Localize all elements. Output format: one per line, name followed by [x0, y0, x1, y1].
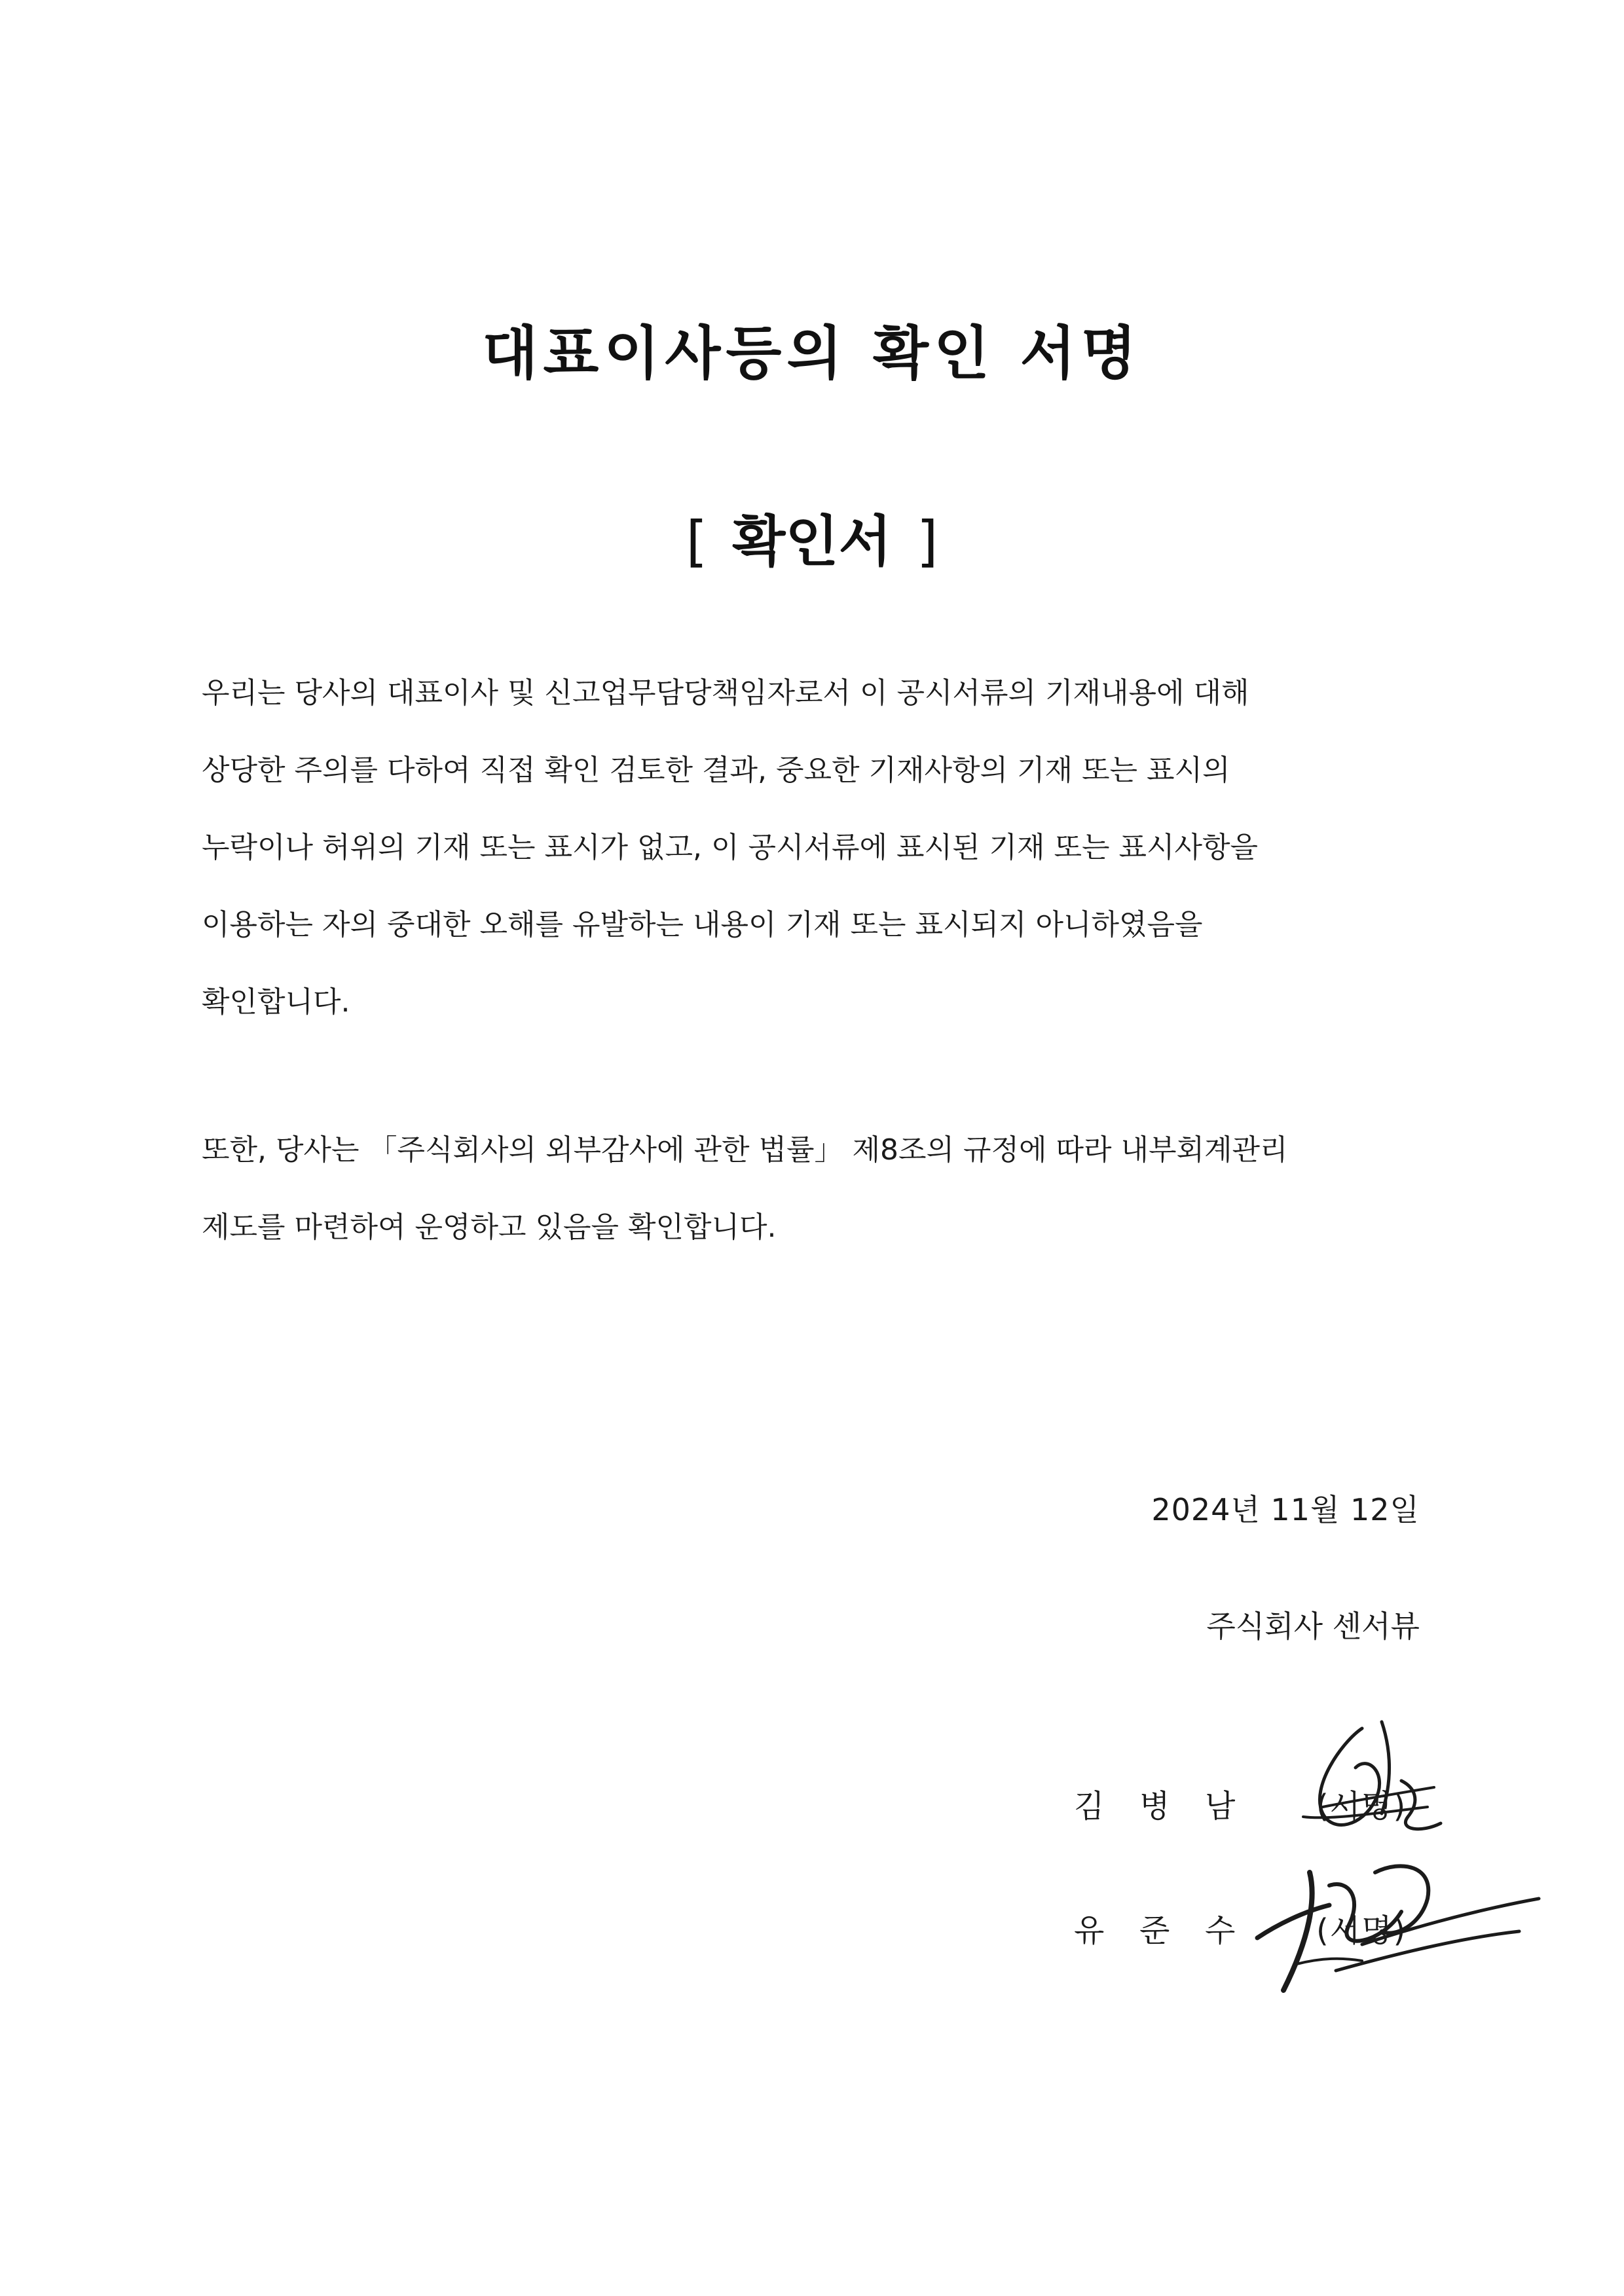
paragraph-line: 우리는 당사의 대표이사 및 신고업무담당책임자로서 이 공시서류의 기재내용에 대해: [202, 676, 1249, 710]
subtitle-text: 확인서: [732, 509, 892, 574]
internal-control-paragraph: [202, 1112, 1446, 1266]
company-name: 주식회사 센서뷰: [1206, 1609, 1420, 1644]
document-date: 2024년 11월 12일: [1151, 1492, 1420, 1527]
subtitle-close-bracket: ]: [916, 509, 938, 574]
subtitle-open-bracket: [: [686, 509, 708, 574]
paragraph-line: 상당한 주의를 다하여 직접 확인 검토한 결과, 중요한 기재사항의 기재 또는 표시의: [202, 754, 1230, 787]
signer-name: 김 병 남: [1074, 1788, 1236, 1825]
paragraph-line: 이용하는 자의 중대한 오해를 유발하는 내용이 기재 또는 표시되지 아니하였음을: [202, 908, 1203, 941]
document-subtitle: [0, 498, 1624, 577]
paragraph-line: 제도를 마련하여 운영하고 있음을 확인합니다.: [202, 1211, 777, 1244]
signature-mark-label: (서명): [1316, 1912, 1407, 1949]
signature-mark-label: (서명): [1316, 1788, 1407, 1825]
document-title: 대표이사등의 확인 서명: [482, 319, 1142, 387]
paragraph-line: 또한, 당사는 「주식회사의 외부감사에 관한 법률」 제8조의 규정에 따라 내부회계관리: [202, 1133, 1288, 1167]
signer-name: 유 준 수: [1074, 1912, 1236, 1949]
paragraph-line: 누락이나 허위의 기재 또는 표시가 없고, 이 공시서류에 표시된 기재 또는 표시사항을: [202, 831, 1258, 864]
confirmation-paragraph: [202, 655, 1446, 1041]
paragraph-line: 확인합니다.: [202, 985, 350, 1019]
